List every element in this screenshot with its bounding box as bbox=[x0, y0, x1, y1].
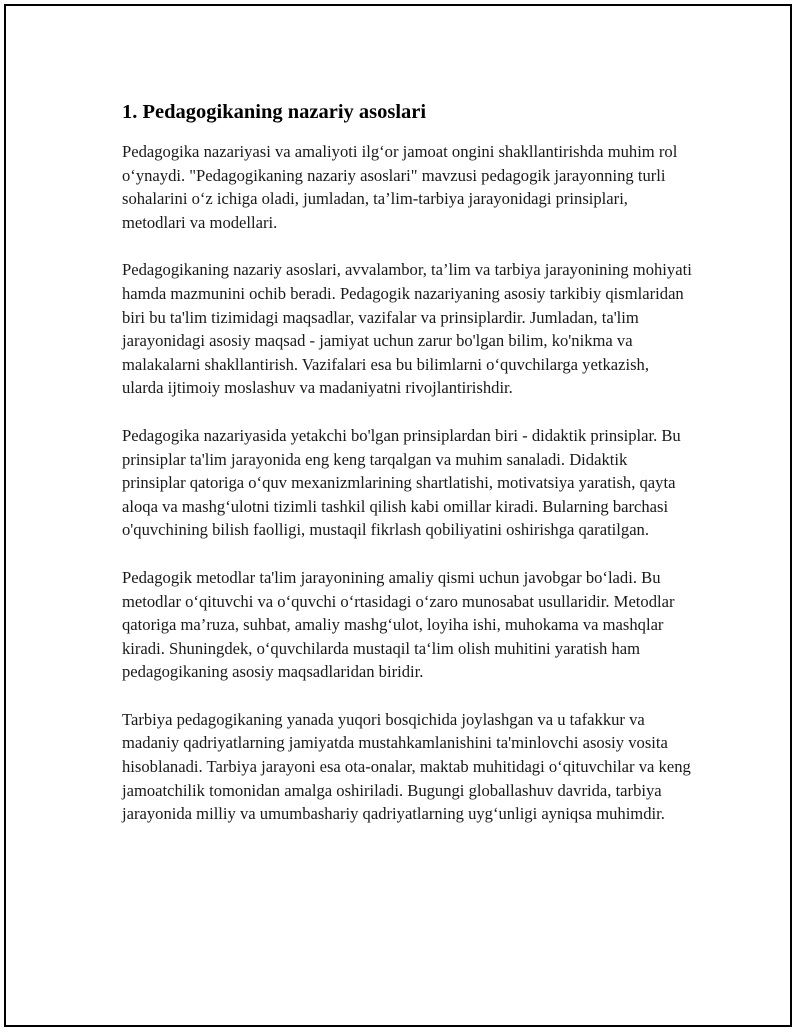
document-page bbox=[4, 4, 792, 1027]
paragraph-1: Pedagogika nazariyasi va amaliyoti ilg‘or jamoat ongini shakllantirishda muhim rol o‘ynaydi. "Pedagogikaning nazariy asoslari" mavzusi pedagogik jarayonning turli sohalarini o‘z ichiga oladi, jumladan, ta’lim-tarbiya jarayonidagi prinsiplari, metodlari va modellari. bbox=[122, 142, 678, 232]
paragraph-4: Pedagogik metodlar ta'lim jarayonining amaliy qismi uchun javobgar bo‘ladi. Bu metodlar o‘qituvchi va o‘quvchi o‘rtasidagi o‘zaro munosabat usullaridir. Metodlar qatoriga ma’ruza, suhbat, amaliy mashg‘ulot, loyiha ishi, muhokama va mashqlar kiradi. Shuningdek, o‘quvchilarda mustaqil ta‘lim olish muhitini yaratish ham pedagogikaning asosiy maqsadlaridan biridir. bbox=[122, 567, 675, 682]
section-heading: 1. Pedagogikaning nazariy asoslari bbox=[122, 101, 427, 123]
document-content bbox=[122, 98, 694, 850]
paragraph-3: Pedagogika nazariyasida yetakchi bo'lgan prinsiplardan biri - didaktik prinsiplar. Bu prinsiplar ta'lim jarayonida eng keng tarqalgan va muhim sanaladi. Didaktik prinsiplar qatoriga o‘quv mexanizmlarining shartlatishi, motivatsiya yaratish, qayta aloqa va mashg‘ulotni tizimli tashkil qilish kabi omillar kiradi. Bularning barchasi o'quvchining bilish faolligi, mustaqil fikrlash qobiliyatini oshirishga qaratilgan. bbox=[122, 425, 681, 540]
paragraph-2: Pedagogikaning nazariy asoslari, avvalambor, ta’lim va tarbiya jarayonining mohiyati hamda mazmunini ochib beradi. Pedagogik nazariyaning asosiy tarkibiy qismlaridan biri bu ta'lim tizimidagi maqsadlar, vazifalar va prinsiplardir. Jumladan, ta'lim jarayonidagi asosiy maqsad - jamiyat uchun zarur bo'lgan bilim, ko'nikma va malakalarni shakllantirish. Vazifalari esa bu bilimlarni o‘quvchilarga yetkazish, ularda ijtimoiy moslashuv va madaniyatni rivojlantirishdir. bbox=[122, 260, 692, 398]
paragraph-5: Tarbiya pedagogikaning yanada yuqori bosqichida joylashgan va u tafakkur va madaniy qadriyatlarning jamiyatda mustahkamlanishini ta'minlovchi asosiy vosita hisoblanadi. Tarbiya jarayoni esa ota-onalar, maktab muhitidagi o‘qituvchilar va keng jamoatchilik tomonidan amalga oshiriladi. Bugungi globallashuv davrida, tarbiya jarayonida milliy va umumbashariy qadriyatlarning uyg‘unligi ayniqsa muhimdir. bbox=[122, 709, 691, 824]
